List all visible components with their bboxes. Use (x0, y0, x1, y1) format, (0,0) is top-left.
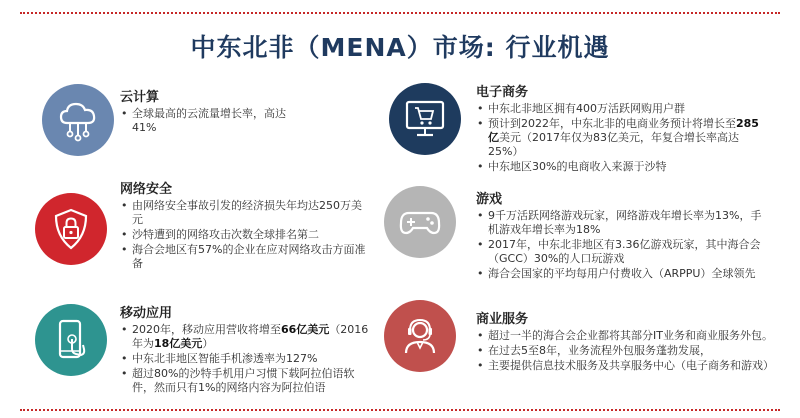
list-item: • 全球最高的云流量增长率，高达41% (120, 107, 295, 135)
list-item: • 超过80%的沙特手机用户习惯下载阿拉伯语软件，然而只有1%的网络内容为阿拉伯语 (120, 367, 370, 395)
games-circle (384, 186, 456, 258)
section-heading: 商业服务 (476, 312, 529, 327)
mobile-circle (35, 304, 107, 376)
section-heading: 移动应用 (120, 306, 173, 321)
list-item: • 中东北非地区智能手机渗透率为127% (120, 352, 370, 366)
list-item: • 海合会地区有57%的企业在应对网络攻击方面准备 (120, 243, 370, 271)
list-item: • 2017年，中东北非地区有3.36亿游戏玩家，其中海合会（GCC）30%的人口玩游戏 (476, 238, 766, 266)
shield-lock-icon (48, 206, 94, 252)
page-title: 中东北非（MENA）市场: 行业机遇 (190, 33, 610, 62)
list-item: • 9千万活跃网络游戏玩家，网络游戏年增长率为13%，手机游戏年增长率为18% (476, 209, 766, 237)
cloud-circle (42, 84, 114, 156)
list-item: • 在过去5至8年，业务流程外包服务蓬勃发展， (476, 344, 776, 358)
customer-service-icon (397, 313, 443, 359)
ecommerce-circle (389, 83, 461, 155)
section-heading: 电子商务 (476, 85, 529, 100)
section-heading: 网络安全 (120, 182, 173, 197)
smartphone-tap-icon (48, 317, 94, 363)
shopping-cart-monitor-icon (402, 96, 448, 142)
list-item: • 中东北非地区拥有400万活跃网购用户群 (476, 102, 766, 116)
gamepad-icon (397, 199, 443, 245)
section-heading: 云计算 (120, 90, 160, 105)
list-item: • 超过一半的海合会企业都将其部分IT业务和商业服务外包。 (476, 329, 776, 343)
list-item: • 2020年，移动应用营收将增至66亿美元（2016年为18亿美元） (120, 323, 370, 351)
list-item: • 沙特遭到的网络攻击次数全球排名第二 (120, 228, 370, 242)
top-dotted-border (20, 12, 780, 14)
cloud-network-icon (55, 97, 101, 143)
bottom-dotted-border (20, 409, 780, 411)
list-item: • 中东地区30%的电商收入来源于沙特 (476, 160, 766, 174)
list-item: • 海合会国家的平均每用户付费收入（ARPPU）全球领先 (476, 267, 766, 281)
business-circle (384, 300, 456, 372)
section-heading: 游戏 (476, 192, 503, 207)
list-item: • 主要提供信息技术服务及共享服务中心（电子商务和游戏） (476, 359, 776, 373)
list-item: • 预计到2022年，中东北非的电商业务预计将增长至285亿美元（2017年仅为83亿美元，年复合增长率高达25%） (476, 117, 766, 159)
list-item: • 由网络安全事故引发的经济损失年均达250万美元 (120, 199, 370, 227)
security-circle (35, 193, 107, 265)
